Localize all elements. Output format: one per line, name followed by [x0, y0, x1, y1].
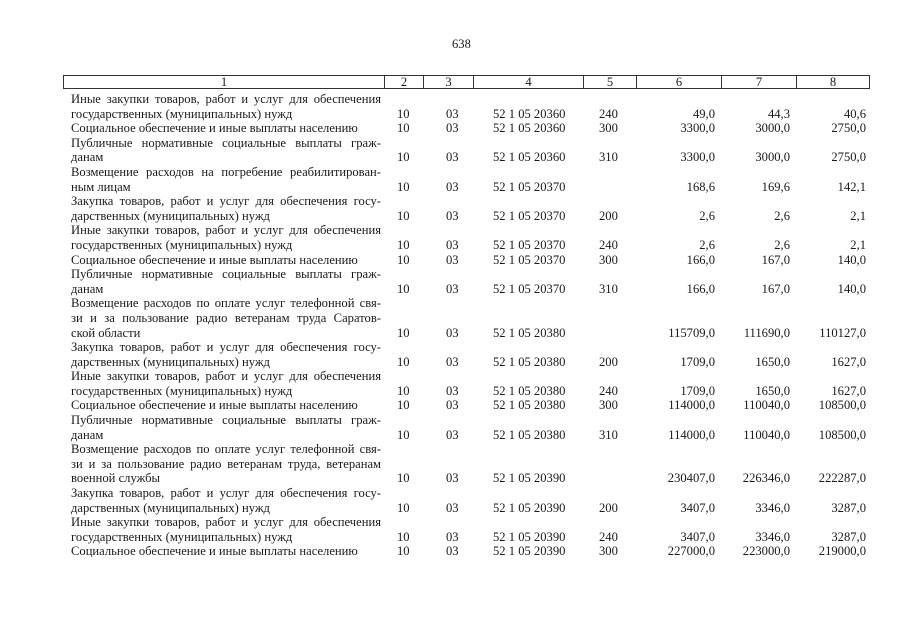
cell-c6: 3300,0 [680, 150, 715, 165]
cell-c5: 300 [599, 121, 618, 136]
description-line: государственных (муниципальных) нужд [71, 237, 293, 252]
cell-c3: 03 [446, 237, 459, 252]
header-col-1: 1 [220, 75, 228, 89]
cell-c3: 03 [446, 500, 459, 515]
description-line: данам [71, 150, 104, 165]
cell-c4: 52 1 05 20360 [493, 106, 566, 121]
cell-c7: 3000,0 [755, 150, 790, 165]
description-line: Иные закупки товаров, работ и услуг для обеспечения [71, 92, 381, 106]
cell-c4: 52 1 05 20390 [493, 500, 566, 515]
cell-c5: 240 [599, 529, 618, 544]
cell-c8: 140,0 [837, 281, 866, 296]
cell-c4: 52 1 05 20380 [493, 354, 566, 369]
cell-c2: 10 [397, 398, 410, 413]
cell-c7: 3346,0 [755, 500, 790, 515]
cell-c8: 142,1 [837, 179, 866, 194]
cell-c8: 1627,0 [831, 354, 866, 369]
cell-c8: 2,1 [850, 208, 866, 223]
cell-c6: 3300,0 [680, 121, 715, 136]
row-description [71, 486, 381, 515]
cell-c8: 2750,0 [831, 150, 866, 165]
cell-c8: 108500,0 [818, 398, 866, 413]
row-description [71, 296, 381, 340]
description-line: военной службы [71, 471, 160, 486]
cell-c8: 222287,0 [818, 471, 866, 486]
cell-c6: 3407,0 [680, 529, 715, 544]
cell-c5: 200 [599, 208, 618, 223]
cell-c2: 10 [397, 529, 410, 544]
row-description [71, 92, 381, 121]
cell-c5: 300 [599, 544, 618, 559]
description-line: Социальное обеспечение и иные выплаты населению [71, 544, 358, 559]
cell-c7: 226346,0 [742, 471, 790, 486]
cell-c2: 10 [397, 237, 410, 252]
cell-c6: 230407,0 [667, 471, 715, 486]
table-row [63, 223, 870, 252]
cell-c4: 52 1 05 20370 [493, 252, 566, 267]
cell-c4: 52 1 05 20380 [493, 398, 566, 413]
cell-c5: 300 [599, 252, 618, 267]
cell-c5: 240 [599, 237, 618, 252]
description-line: Социальное обеспечение и иные выплаты населению [71, 252, 358, 267]
cell-c7: 3000,0 [755, 121, 790, 136]
description-line: Иные закупки товаров, работ и услуг для обеспечения [71, 223, 381, 238]
description-line: дарственных (муниципальных) нужд [71, 354, 270, 369]
cell-c4: 52 1 05 20370 [493, 179, 566, 194]
cell-c6: 49,0 [692, 106, 715, 121]
cell-c3: 03 [446, 208, 459, 223]
cell-c2: 10 [397, 121, 410, 136]
cell-c3: 03 [446, 471, 459, 486]
header-col-4: 4 [473, 76, 583, 88]
cell-c6: 2,6 [699, 208, 715, 223]
cell-c7: 44,3 [767, 106, 790, 121]
cell-c6: 2,6 [699, 237, 715, 252]
row-description [71, 253, 381, 268]
header-col-2: 2 [384, 76, 423, 88]
row-description [71, 267, 381, 296]
cell-c2: 10 [397, 179, 410, 194]
cell-c7: 111690,0 [743, 325, 790, 340]
cell-c2: 10 [397, 354, 410, 369]
cell-c8: 2750,0 [831, 121, 866, 136]
description-line: Публичные нормативные социальные выплаты граж- [71, 135, 381, 150]
cell-c4: 52 1 05 20370 [493, 208, 566, 223]
cell-c7: 169,6 [761, 179, 790, 194]
row-description [71, 194, 381, 223]
cell-c2: 10 [397, 281, 410, 296]
cell-c7: 167,0 [761, 252, 790, 267]
description-line: Возмещение расходов на погребение реабилитирован- [71, 164, 381, 179]
cell-c4: 52 1 05 20380 [493, 383, 566, 398]
table-row [63, 413, 870, 442]
row-description [71, 369, 381, 398]
cell-c4: 52 1 05 20360 [493, 150, 566, 165]
description-line: зи и за пользование радио ветеранам труда, ветеранам [71, 456, 381, 471]
description-line: государственных (муниципальных) нужд [71, 383, 293, 398]
cell-c4: 52 1 05 20360 [493, 121, 566, 136]
description-line: Социальное обеспечение и иные выплаты населению [71, 398, 358, 413]
description-line: дарственных (муниципальных) нужд [71, 500, 270, 515]
description-line: Закупка товаров, работ и услуг для обеспечения госу- [71, 486, 381, 501]
cell-c2: 10 [397, 471, 410, 486]
cell-c4: 52 1 05 20390 [493, 529, 566, 544]
description-line: дарственных (муниципальных) нужд [71, 208, 270, 223]
cell-c6: 114000,0 [668, 398, 715, 413]
table-row [63, 515, 870, 544]
cell-c5: 200 [599, 500, 618, 515]
cell-c7: 110040,0 [743, 398, 790, 413]
cell-c6: 227000,0 [667, 544, 715, 559]
cell-c5: 310 [599, 150, 618, 165]
cell-c3: 03 [446, 325, 459, 340]
cell-c4: 52 1 05 20370 [493, 237, 566, 252]
cell-c5: 310 [599, 427, 618, 442]
row-description [71, 340, 381, 369]
row-description [71, 223, 381, 252]
table-row [63, 398, 870, 413]
cell-c3: 03 [446, 252, 459, 267]
cell-c4: 52 1 05 20370 [493, 281, 566, 296]
cell-c3: 03 [446, 179, 459, 194]
cell-c5: 310 [599, 281, 618, 296]
table-row [63, 544, 870, 559]
row-description [71, 544, 381, 559]
row-description [71, 121, 381, 136]
cell-c8: 140,0 [837, 252, 866, 267]
cell-c2: 10 [397, 208, 410, 223]
cell-c5: 240 [599, 106, 618, 121]
cell-c8: 40,6 [843, 106, 866, 121]
row-description [71, 413, 381, 442]
cell-c2: 10 [397, 252, 410, 267]
description-line: ской области [71, 325, 141, 340]
description-line: данам [71, 427, 104, 442]
cell-c2: 10 [397, 500, 410, 515]
cell-c6: 168,6 [686, 179, 715, 194]
cell-c4: 52 1 05 20390 [493, 544, 566, 559]
cell-c7: 110040,0 [743, 427, 790, 442]
description-line: зи и за пользование радио ветеранам труда Саратов- [71, 310, 381, 325]
cell-c3: 03 [446, 544, 459, 559]
description-line: данам [71, 281, 104, 296]
row-description [71, 398, 381, 413]
header-col-6: 6 [636, 76, 721, 88]
cell-c4: 52 1 05 20380 [493, 427, 566, 442]
description-line: ным лицам [71, 179, 131, 194]
description-line: Публичные нормативные социальные выплаты граж- [71, 413, 381, 428]
table-header [63, 75, 870, 89]
cell-c2: 10 [397, 383, 410, 398]
cell-c6: 166,0 [686, 252, 715, 267]
table-row [63, 253, 870, 268]
cell-c3: 03 [446, 383, 459, 398]
cell-c7: 223000,0 [742, 544, 790, 559]
header-col-8: 8 [796, 76, 869, 88]
cell-c8: 3287,0 [831, 500, 866, 515]
description-line: Социальное обеспечение и иные выплаты населению [71, 121, 358, 136]
cell-c3: 03 [446, 427, 459, 442]
cell-c8: 110127,0 [819, 325, 866, 340]
table-row [63, 194, 870, 223]
cell-c7: 1650,0 [755, 354, 790, 369]
description-line: Возмещение расходов по оплате услуг телефонной свя- [71, 442, 381, 457]
cell-c5: 200 [599, 354, 618, 369]
table-row [63, 267, 870, 296]
header-col-3: 3 [423, 76, 473, 88]
cell-c8: 219000,0 [818, 544, 866, 559]
description-line: Возмещение расходов по оплате услуг телефонной свя- [71, 296, 381, 311]
table-row [63, 296, 870, 340]
cell-c4: 52 1 05 20390 [493, 471, 566, 486]
table-row [63, 92, 870, 121]
cell-c3: 03 [446, 529, 459, 544]
cell-c3: 03 [446, 354, 459, 369]
table-row [63, 486, 870, 515]
cell-c3: 03 [446, 281, 459, 296]
cell-c8: 108500,0 [818, 427, 866, 442]
cell-c7: 2,6 [774, 208, 790, 223]
cell-c5: 240 [599, 383, 618, 398]
cell-c8: 1627,0 [831, 383, 866, 398]
row-description [71, 515, 381, 544]
cell-c3: 03 [446, 398, 459, 413]
cell-c7: 1650,0 [755, 383, 790, 398]
table-row [63, 165, 870, 194]
cell-c6: 1709,0 [680, 383, 715, 398]
cell-c3: 03 [446, 121, 459, 136]
cell-c6: 166,0 [686, 281, 715, 296]
table-row [63, 340, 870, 369]
cell-c3: 03 [446, 150, 459, 165]
description-line: Иные закупки товаров, работ и услуг для обеспечения [71, 369, 381, 384]
description-line: Закупка товаров, работ и услуг для обеспечения госу- [71, 340, 381, 355]
row-description [71, 136, 381, 165]
cell-c5: 300 [599, 398, 618, 413]
cell-c2: 10 [397, 150, 410, 165]
cell-c2: 10 [397, 544, 410, 559]
description-line: Иные закупки товаров, работ и услуг для обеспечения [71, 515, 381, 530]
page-number: 638 [452, 37, 471, 51]
row-description [71, 165, 381, 194]
cell-c2: 10 [397, 427, 410, 442]
table-row [63, 442, 870, 486]
header-col-7: 7 [721, 76, 796, 88]
cell-c2: 10 [397, 325, 410, 340]
table-row [63, 136, 870, 165]
description-line: Публичные нормативные социальные выплаты граж- [71, 267, 381, 282]
cell-c6: 115709,0 [668, 325, 715, 340]
row-description [71, 442, 381, 486]
cell-c6: 3407,0 [680, 500, 715, 515]
cell-c4: 52 1 05 20380 [493, 325, 566, 340]
cell-c7: 167,0 [761, 281, 790, 296]
cell-c6: 1709,0 [680, 354, 715, 369]
cell-c7: 3346,0 [755, 529, 790, 544]
description-line: государственных (муниципальных) нужд [71, 106, 293, 121]
cell-c8: 3287,0 [831, 529, 866, 544]
table-body [63, 92, 870, 559]
cell-c8: 2,1 [850, 237, 866, 252]
cell-c3: 03 [446, 106, 459, 121]
cell-c6: 114000,0 [668, 427, 715, 442]
cell-c7: 2,6 [774, 237, 790, 252]
table-row [63, 121, 870, 136]
table-row [63, 369, 870, 398]
cell-c2: 10 [397, 106, 410, 121]
description-line: государственных (муниципальных) нужд [71, 529, 293, 544]
description-line: Закупка товаров, работ и услуг для обеспечения госу- [71, 194, 381, 209]
header-col-5: 5 [583, 76, 636, 88]
